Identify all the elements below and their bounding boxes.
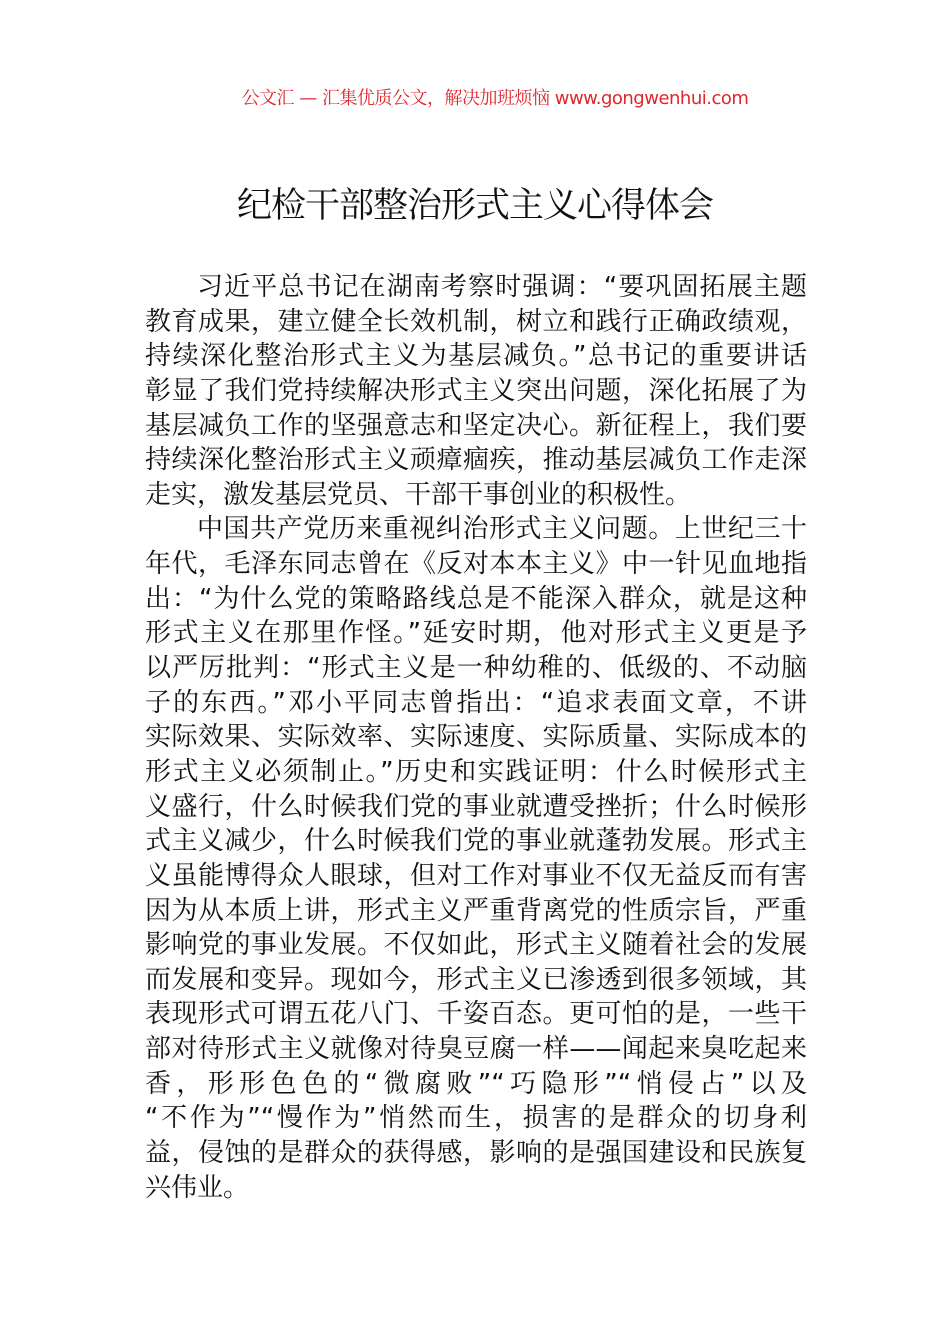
paragraph-line: 基层减负工作的坚强意志和坚定决心。新征程上，我们要 bbox=[145, 410, 807, 441]
paragraph-line: 义盛行，什么时候我们党的事业就遭受挫折；什么时候形 bbox=[145, 791, 807, 822]
paragraph-line: 彰显了我们党持续解决形式主义突出问题，深化拓展了为 bbox=[145, 375, 807, 406]
document-title: 纪检干部整治形式主义心得体会 bbox=[236, 186, 713, 226]
paragraph-line: 义虽能博得众人眼球，但对工作对事业不仅无益反而有害 bbox=[145, 860, 807, 891]
paragraph-line: 因为从本质上讲，形式主义严重背离党的性质宗旨，严重 bbox=[145, 895, 807, 926]
paragraph-line: 而发展和变异。现如今，形式主义已渗透到很多领域，其 bbox=[145, 964, 807, 995]
paragraph-line: 益，侵蚀的是群众的获得感，影响的是强国建设和民族复 bbox=[145, 1138, 807, 1169]
paragraph-line: 式主义减少，什么时候我们党的事业就蓬勃发展。形式主 bbox=[145, 826, 807, 857]
paragraph-line: 年代，毛泽东同志曾在《反对本本主义》中一针见血地指 bbox=[145, 549, 807, 580]
paragraph-line: 实际效果、实际效率、实际速度、实际质量、实际成本的 bbox=[145, 722, 807, 753]
paragraph-line: 形式主义必须制止。”历史和实践证明：什么时候形式主 bbox=[145, 756, 807, 787]
site-watermark-header: 公文汇 — 汇集优质公文，解决加班烦恼 www.gongwenhui.com bbox=[241, 88, 749, 109]
paragraph-line: 习近平总书记在湖南考察时强调：“要巩固拓展主题 bbox=[197, 272, 807, 302]
paragraph-line: 兴伟业。 bbox=[145, 1172, 250, 1203]
paragraph-line: 教育成果，建立健全长效机制，树立和践行正确政绩观， bbox=[145, 306, 807, 337]
paragraph bbox=[145, 270, 807, 512]
document-body bbox=[145, 270, 807, 1205]
paragraph-line: 走实，激发基层党员、干部干事创业的积极性。 bbox=[145, 479, 692, 510]
paragraph-line: 形式主义在那里作怪。”延安时期，他对形式主义更是予 bbox=[145, 618, 807, 649]
paragraph-line: 持续深化整治形式主义为基层减负。”总书记的重要讲话 bbox=[145, 341, 807, 372]
paragraph-line: 中国共产党历来重视纠治形式主义问题。上世纪三十 bbox=[197, 514, 807, 545]
paragraph-line: 子的东西。”邓小平同志曾指出：“追求表面文章，不讲 bbox=[145, 687, 807, 718]
paragraph-line: 表现形式可谓五花八门、千姿百态。更可怕的是，一些干 bbox=[145, 999, 807, 1030]
paragraph-line: 部对待形式主义就像对待臭豆腐一样——闻起来臭吃起来 bbox=[145, 1034, 807, 1065]
paragraph-line: 出：“为什么党的策略路线总是不能深入群众，就是这种 bbox=[145, 583, 807, 614]
paragraph-line: 以严厉批判：“形式主义是一种幼稚的、低级的、不动脑 bbox=[145, 653, 807, 684]
paragraph bbox=[145, 512, 807, 1205]
paragraph-line: 持续深化整治形式主义顽瘴痼疾，推动基层减负工作走深 bbox=[145, 445, 807, 476]
paragraph-line: “不作为”“慢作为”悄然而生，损害的是群众的切身利 bbox=[145, 1103, 807, 1134]
paragraph-line: 影响党的事业发展。不仅如此，形式主义随着社会的发展 bbox=[145, 930, 807, 961]
paragraph-line: 香，形形色色的“微腐败”“巧隐形”“悄侵占”以及 bbox=[145, 1068, 807, 1099]
